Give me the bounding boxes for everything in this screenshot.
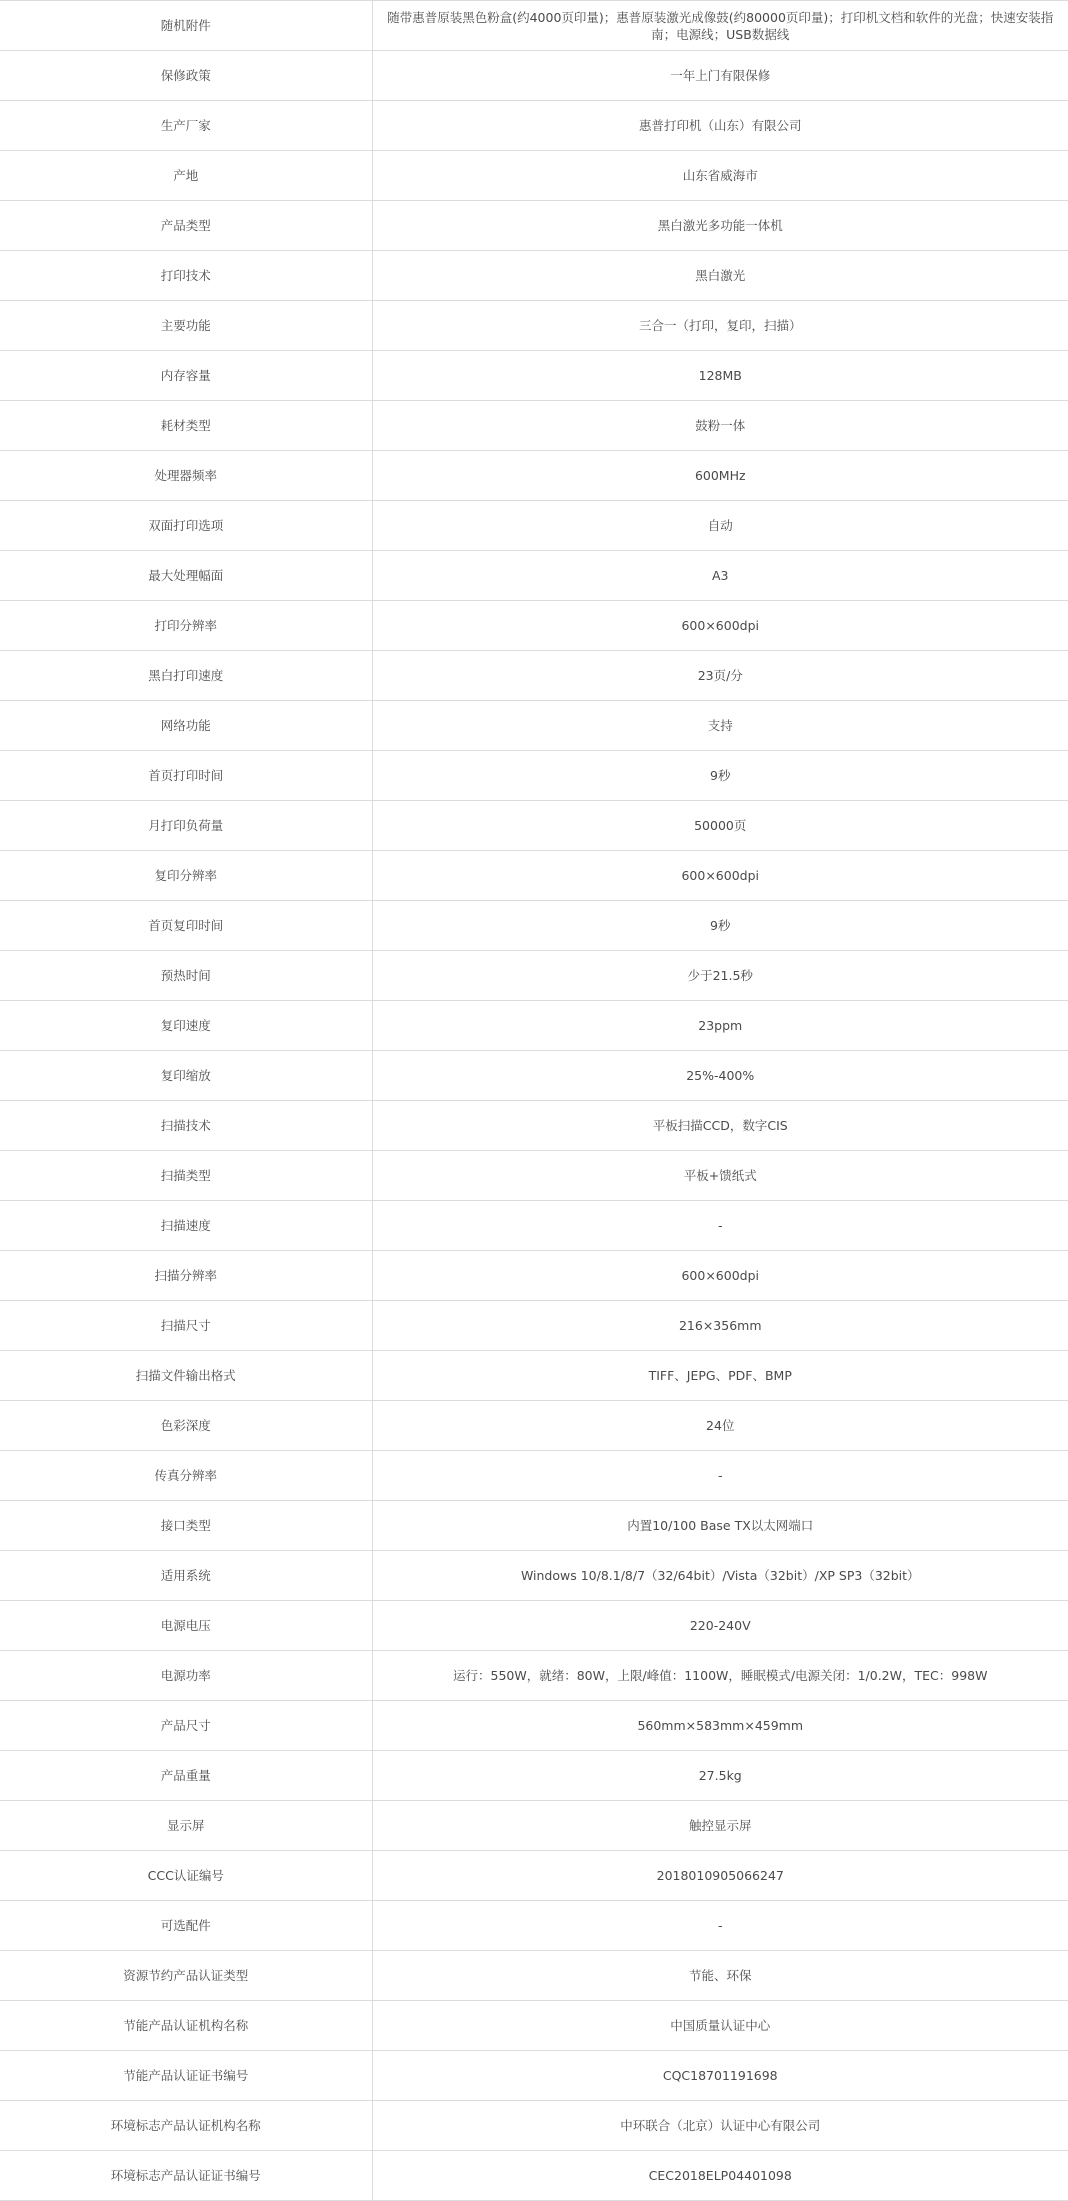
spec-value: 220-240V	[372, 1601, 1068, 1651]
spec-row	[0, 101, 1068, 151]
spec-value: 黑白激光多功能一体机	[372, 201, 1068, 251]
spec-label: 扫描速度	[0, 1201, 372, 1251]
spec-label: 扫描类型	[0, 1151, 372, 1201]
spec-label: 电源功率	[0, 1651, 372, 1701]
spec-label: 产品重量	[0, 1751, 372, 1801]
spec-label: 传真分辨率	[0, 1451, 372, 1501]
spec-value: 50000页	[372, 801, 1068, 851]
spec-value: 中国质量认证中心	[372, 2001, 1068, 2051]
spec-row	[0, 1801, 1068, 1851]
spec-value: 支持	[372, 701, 1068, 751]
spec-value: -	[372, 1201, 1068, 1251]
spec-value: 24位	[372, 1401, 1068, 1451]
spec-row	[0, 2001, 1068, 2051]
spec-value: TIFF、JEPG、PDF、BMP	[372, 1351, 1068, 1401]
spec-label: 产品尺寸	[0, 1701, 372, 1751]
spec-label: 最大处理幅面	[0, 551, 372, 601]
spec-label: 网络功能	[0, 701, 372, 751]
spec-row	[0, 51, 1068, 101]
spec-value: 黑白激光	[372, 251, 1068, 301]
spec-value: 一年上门有限保修	[372, 51, 1068, 101]
spec-value: 128MB	[372, 351, 1068, 401]
spec-label: 处理器频率	[0, 451, 372, 501]
spec-row	[0, 1251, 1068, 1301]
spec-row	[0, 1301, 1068, 1351]
spec-row	[0, 151, 1068, 201]
spec-row	[0, 751, 1068, 801]
spec-label: 复印缩放	[0, 1051, 372, 1101]
spec-row	[0, 1051, 1068, 1101]
spec-label: 打印分辨率	[0, 601, 372, 651]
spec-value: 惠普打印机（山东）有限公司	[372, 101, 1068, 151]
spec-label: 节能产品认证机构名称	[0, 2001, 372, 2051]
spec-value: 平板扫描CCD，数字CIS	[372, 1101, 1068, 1151]
spec-label: 扫描技术	[0, 1101, 372, 1151]
spec-row	[0, 1751, 1068, 1801]
spec-value: 560mm×583mm×459mm	[372, 1701, 1068, 1751]
spec-label: 色彩深度	[0, 1401, 372, 1451]
spec-label: 保修政策	[0, 51, 372, 101]
spec-value: 27.5kg	[372, 1751, 1068, 1801]
spec-row	[0, 1401, 1068, 1451]
spec-value: CQC18701191698	[372, 2051, 1068, 2101]
spec-value: 内置10/100 Base TX以太网端口	[372, 1501, 1068, 1551]
spec-row	[0, 1601, 1068, 1651]
spec-value: 23ppm	[372, 1001, 1068, 1051]
spec-label: 复印分辨率	[0, 851, 372, 901]
spec-value: 600×600dpi	[372, 851, 1068, 901]
spec-value: 运行：550W，就绪：80W，上限/峰值：1100W，睡眠模式/电源关闭：1/0.2W，TEC：998W	[372, 1651, 1068, 1701]
spec-label: 主要功能	[0, 301, 372, 351]
spec-label: 预热时间	[0, 951, 372, 1001]
spec-value: 中环联合（北京）认证中心有限公司	[372, 2101, 1068, 2151]
spec-row	[0, 1351, 1068, 1401]
spec-value: 9秒	[372, 901, 1068, 951]
spec-row	[0, 2051, 1068, 2101]
spec-row	[0, 1651, 1068, 1701]
spec-value: 随带惠普原装黑色粉盒(约4000页印量)；惠普原装激光成像鼓(约80000页印量)；打印机文档和软件的光盘；快速安装指南；电源线；USB数据线	[372, 1, 1068, 51]
spec-value: 216×356mm	[372, 1301, 1068, 1351]
spec-label: 可选配件	[0, 1901, 372, 1951]
spec-label: 节能产品认证证书编号	[0, 2051, 372, 2101]
spec-value: -	[372, 1451, 1068, 1501]
spec-value: 鼓粉一体	[372, 401, 1068, 451]
spec-row	[0, 851, 1068, 901]
spec-row	[0, 1851, 1068, 1901]
spec-row	[0, 551, 1068, 601]
spec-label: 适用系统	[0, 1551, 372, 1601]
spec-row	[0, 1551, 1068, 1601]
spec-label: 扫描文件输出格式	[0, 1351, 372, 1401]
spec-row	[0, 901, 1068, 951]
spec-value: 2018010905066247	[372, 1851, 1068, 1901]
spec-value: 25%-400%	[372, 1051, 1068, 1101]
spec-row	[0, 2101, 1068, 2151]
spec-row	[0, 951, 1068, 1001]
spec-row	[0, 251, 1068, 301]
spec-label: 接口类型	[0, 1501, 372, 1551]
spec-value: 600×600dpi	[372, 601, 1068, 651]
spec-label: CCC认证编号	[0, 1851, 372, 1901]
spec-value: 自动	[372, 501, 1068, 551]
spec-label: 资源节约产品认证类型	[0, 1951, 372, 2001]
spec-row	[0, 301, 1068, 351]
spec-label: 电源电压	[0, 1601, 372, 1651]
spec-value: A3	[372, 551, 1068, 601]
spec-value: Windows 10/8.1/8/7（32/64bit）/Vista（32bit）/XP SP3（32bit）	[372, 1551, 1068, 1601]
spec-label: 耗材类型	[0, 401, 372, 451]
spec-row	[0, 1451, 1068, 1501]
spec-label: 环境标志产品认证证书编号	[0, 2151, 372, 2201]
spec-table-body	[0, 1, 1068, 2201]
spec-label: 产品类型	[0, 201, 372, 251]
spec-row	[0, 1001, 1068, 1051]
spec-row	[0, 1151, 1068, 1201]
spec-value: CEC2018ELP04401098	[372, 2151, 1068, 2201]
spec-row	[0, 1101, 1068, 1151]
spec-label: 打印技术	[0, 251, 372, 301]
spec-row	[0, 2151, 1068, 2201]
spec-value: 23页/分	[372, 651, 1068, 701]
spec-row	[0, 351, 1068, 401]
spec-row	[0, 1951, 1068, 2001]
spec-label: 显示屏	[0, 1801, 372, 1851]
spec-value: 少于21.5秒	[372, 951, 1068, 1001]
spec-value: 600MHz	[372, 451, 1068, 501]
spec-row	[0, 451, 1068, 501]
spec-value: 600×600dpi	[372, 1251, 1068, 1301]
spec-row	[0, 1501, 1068, 1551]
spec-value: 三合一（打印，复印，扫描）	[372, 301, 1068, 351]
spec-row	[0, 601, 1068, 651]
spec-label: 双面打印选项	[0, 501, 372, 551]
spec-label: 产地	[0, 151, 372, 201]
spec-label: 首页打印时间	[0, 751, 372, 801]
spec-row	[0, 701, 1068, 751]
spec-row	[0, 801, 1068, 851]
spec-value: -	[372, 1901, 1068, 1951]
spec-row	[0, 401, 1068, 451]
spec-value: 平板+馈纸式	[372, 1151, 1068, 1201]
spec-label: 生产厂家	[0, 101, 372, 151]
spec-row	[0, 201, 1068, 251]
spec-label: 黑白打印速度	[0, 651, 372, 701]
spec-value: 节能、环保	[372, 1951, 1068, 2001]
spec-value: 9秒	[372, 751, 1068, 801]
spec-row	[0, 1701, 1068, 1751]
spec-value: 山东省威海市	[372, 151, 1068, 201]
spec-label: 随机附件	[0, 1, 372, 51]
spec-label: 月打印负荷量	[0, 801, 372, 851]
spec-row	[0, 1901, 1068, 1951]
spec-row	[0, 1, 1068, 51]
spec-label: 扫描尺寸	[0, 1301, 372, 1351]
spec-value: 触控显示屏	[372, 1801, 1068, 1851]
spec-row	[0, 1201, 1068, 1251]
spec-label: 复印速度	[0, 1001, 372, 1051]
spec-label: 内存容量	[0, 351, 372, 401]
spec-label: 首页复印时间	[0, 901, 372, 951]
spec-label: 扫描分辨率	[0, 1251, 372, 1301]
spec-label: 环境标志产品认证机构名称	[0, 2101, 372, 2151]
spec-row	[0, 651, 1068, 701]
spec-row	[0, 501, 1068, 551]
